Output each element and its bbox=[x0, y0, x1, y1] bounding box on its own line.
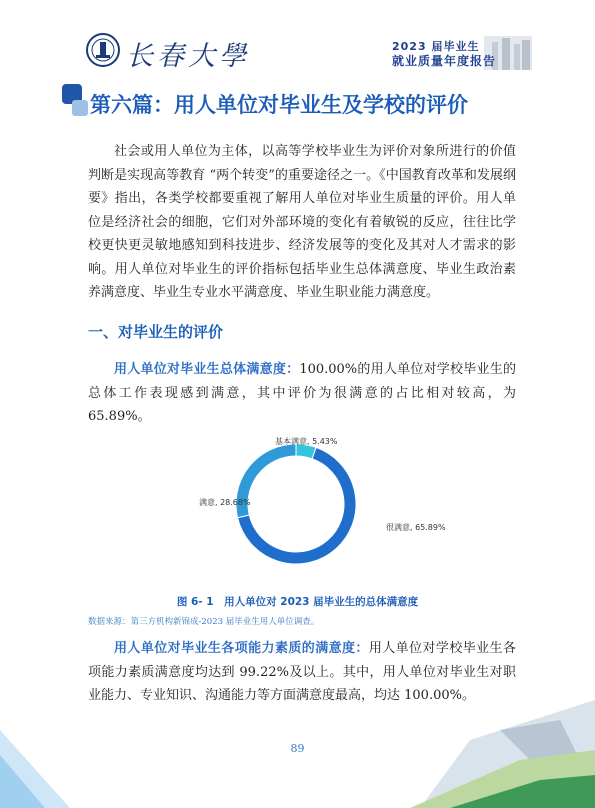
university-emblem-icon bbox=[86, 33, 120, 67]
university-name: 长春大學 bbox=[126, 41, 250, 72]
figure-caption: 图 6- 1 用人单位对 2023 届毕业生的总体满意度 bbox=[176, 596, 419, 608]
donut-label-1: 满意, 28.68% bbox=[199, 498, 251, 507]
section-title: 一、对毕业生的评价 bbox=[88, 323, 224, 341]
intro-text: 社会或用人单位为主体，以高等学校毕业生为评价对象所进行的价值判断是实现高等教育 “两个转变”的重要途径之一。《中国教育改革和发展纲要》指出，各类学校都要重视了解用人单位对毕业生质量的评价。用人单位是经济社会的细胞，它们对外部环境的变化有着敏锐的反应，往往比学校更快更灵敏地感知到科技进步、经济发展等的变化及其对人才需求的影响。用人单位对毕业生的评价指标包括毕业生总体满意度、毕业生政治素养满意度、毕业生专业水平满意度、毕业生职业能力满意度。 bbox=[88, 144, 516, 300]
ability-lead: 用人单位对毕业生各项能力素质的满意度： bbox=[114, 641, 369, 656]
donut-label-2: 基本满意, 5.43% bbox=[275, 437, 338, 446]
ability-paragraph bbox=[88, 637, 516, 708]
ability-text: 用人单位对学校毕业生各项能力素质满意度均达到 99.22%及以上。其中，用人单位对毕业生对职业能力、专业知识、沟通能力等方面满意度最高，均达 100.00%。 bbox=[88, 641, 516, 703]
overall-paragraph bbox=[88, 358, 516, 429]
banner-title: 就业质量年度报告 bbox=[392, 54, 497, 68]
chapter-title: 第六篇：用人单位对毕业生及学校的评价 bbox=[90, 93, 468, 117]
satisfaction-donut-chart bbox=[190, 425, 470, 585]
banner-year: 2023 届毕业生 bbox=[392, 40, 480, 53]
donut-slice-2 bbox=[296, 444, 316, 459]
source-note: 数据来源：第三方机构新锦成-2023 届毕业生用人单位调查。 bbox=[88, 617, 320, 627]
title-square-small-icon bbox=[72, 100, 88, 116]
page-number: 89 bbox=[290, 742, 305, 755]
overall-lead: 用人单位对毕业生总体满意度： bbox=[114, 362, 300, 377]
donut-label-0: 很满意, 65.89% bbox=[386, 523, 446, 532]
overall-text: 100.00%的用人单位对学校毕业生的总体工作表现感到满意，其中评价为很满意的占比相对较高，为 65.89%。 bbox=[88, 362, 516, 424]
intro-paragraph bbox=[88, 140, 516, 305]
